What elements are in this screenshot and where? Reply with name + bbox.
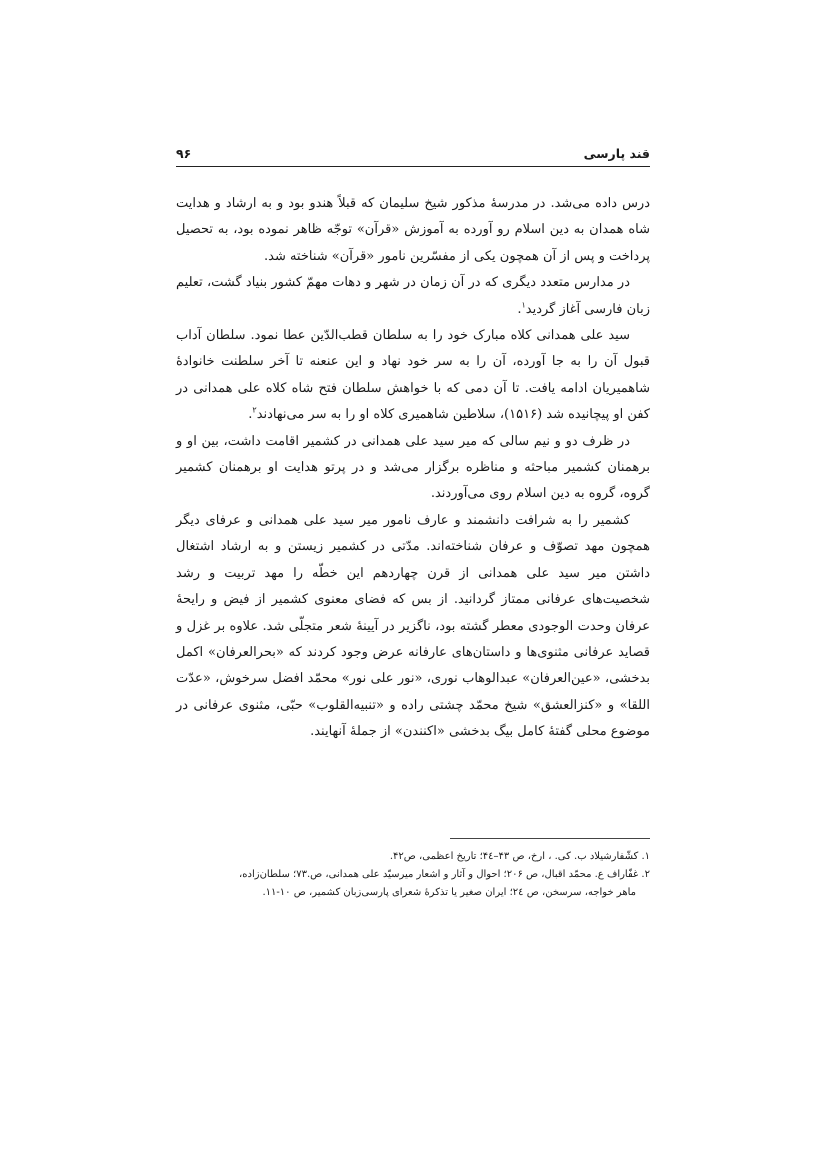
paragraph-5: کشمیر را به شرافت دانشمند و عارف نامور میر سید علی همدانی و عرفای دیگر همچون مهد تصوّف و عرفان شناخته‌اند. مدّتی در کشمیر زیستن و به ارشاد اشتغال داشتن میر سید علی همدانی از قرن چهاردهم این خطّه را مهد تربیت و رشد شخصیت‌های عرفانی ممتاز گردانید. از بس که فضای معنوی کشمیر از فیض و رایحهٔ عرفان وحدت الوجودی معطر گشته بود، ناگزیر در آیینهٔ شعر متجلّی شد. علاوه بر غزل و قصاید عرفانی مثنوی‌ها و داستان‌های عارفانه عرض وجود کردند که «بحرالعرفان» اکمل بدخشی، «عین‌العرفان» عبدالوهاب نوری، «نور علی نور» محمّد افضل سرخوش، «عدّت اللقا» و «کنزالعشق» شیخ محمّد چشتی راده و «تنبیه‌القلوب» حبّی، مثنوی عرفانی در موضوع محلی گفتهٔ کامل بیگ بدخشی «اکنندن» از جملهٔ آنهایند. (176, 512, 650, 740)
footnotes (176, 848, 650, 902)
footnote-2: ۲. غفّاراف ع. محمّد اقبال، ص ۲۰۶؛ احوال و آثار و اشعار میرسیّد علی همدانی، ص.۷۳؛ سلطان‌زاده، (239, 869, 650, 880)
running-title: قند پارسی (583, 146, 650, 161)
page-number: ۹۶ (176, 146, 192, 161)
footnote-1: ۱. کشّفار‌شیلاد ب. کی. ، ارخ، ص ۴۳–۴٤؛ تاریخ اعظمی، ص۴۲. (389, 851, 650, 862)
paragraph-3-end: . (248, 407, 253, 423)
paragraph-2-text: در مدارس متعدد دیگری که در آن زمان در شهر و دهات مهمّ کشور بنیاد گشت، تعلیم زبان فارسی آغاز گردید (176, 275, 650, 317)
paragraph-2 (176, 270, 650, 323)
footnote-ref-2: ۲ (252, 405, 257, 415)
paragraph-3 (176, 323, 650, 429)
page-header (176, 146, 650, 167)
paragraph-2-end: . (517, 301, 522, 317)
paragraph-4: در ظرف دو و نیم سالی که میر سید علی همدانی در کشمیر اقامت داشت، بین او و برهمنان کشمیر مباحثه و مناظره برگزار می‌شد و در پرتو هدایت او برهمنان کشمیر گروه، گروه به دین اسلام روی می‌آوردند. (176, 433, 650, 502)
body-text (176, 191, 650, 746)
paragraph-3-text: سید علی همدانی کلاه مبارک خود را به سلطان قطب‌الدّین عطا نمود. سلطان آداب قبول آن را به جا آورده، آن را به سر خود نهاد و این عنعنه تا آخر سلطنت خانوادهٔ شاهمیریان ادامه یافت. تا آن دمی که با خواهش سلطان فتح شاه کلاه علی همدانی در کفن او پیچانیده شد (۱۵۱۶)، سلاطین شاهمیری کلاه او را به سر می‌نهادند (176, 328, 650, 423)
paragraph-1: درس داده می‌شد. در مدرسهٔ مذکور شیخ سلیمان که قبلاً هندو بود و به ارشاد و هدایت شاه همدان به دین اسلام رو آورده به آموزش «قرآن» توجّه ظاهر نموده بود، به تحصیل پرداخت و پس از آن همچون یکی از مفسّرین نامور «قرآن» شناخته شد. (176, 196, 650, 264)
footnote-2-continuation: ماهر خواجه، سرسخن، ص ٢٤؛ ایران صغیر یا تذکرهٔ شعرای پارسی‌زبان کشمیر، ص ۱۰-۱۱. (262, 887, 636, 898)
footnote-ref-1: ۱ (521, 300, 526, 310)
footnote-divider (450, 838, 650, 839)
